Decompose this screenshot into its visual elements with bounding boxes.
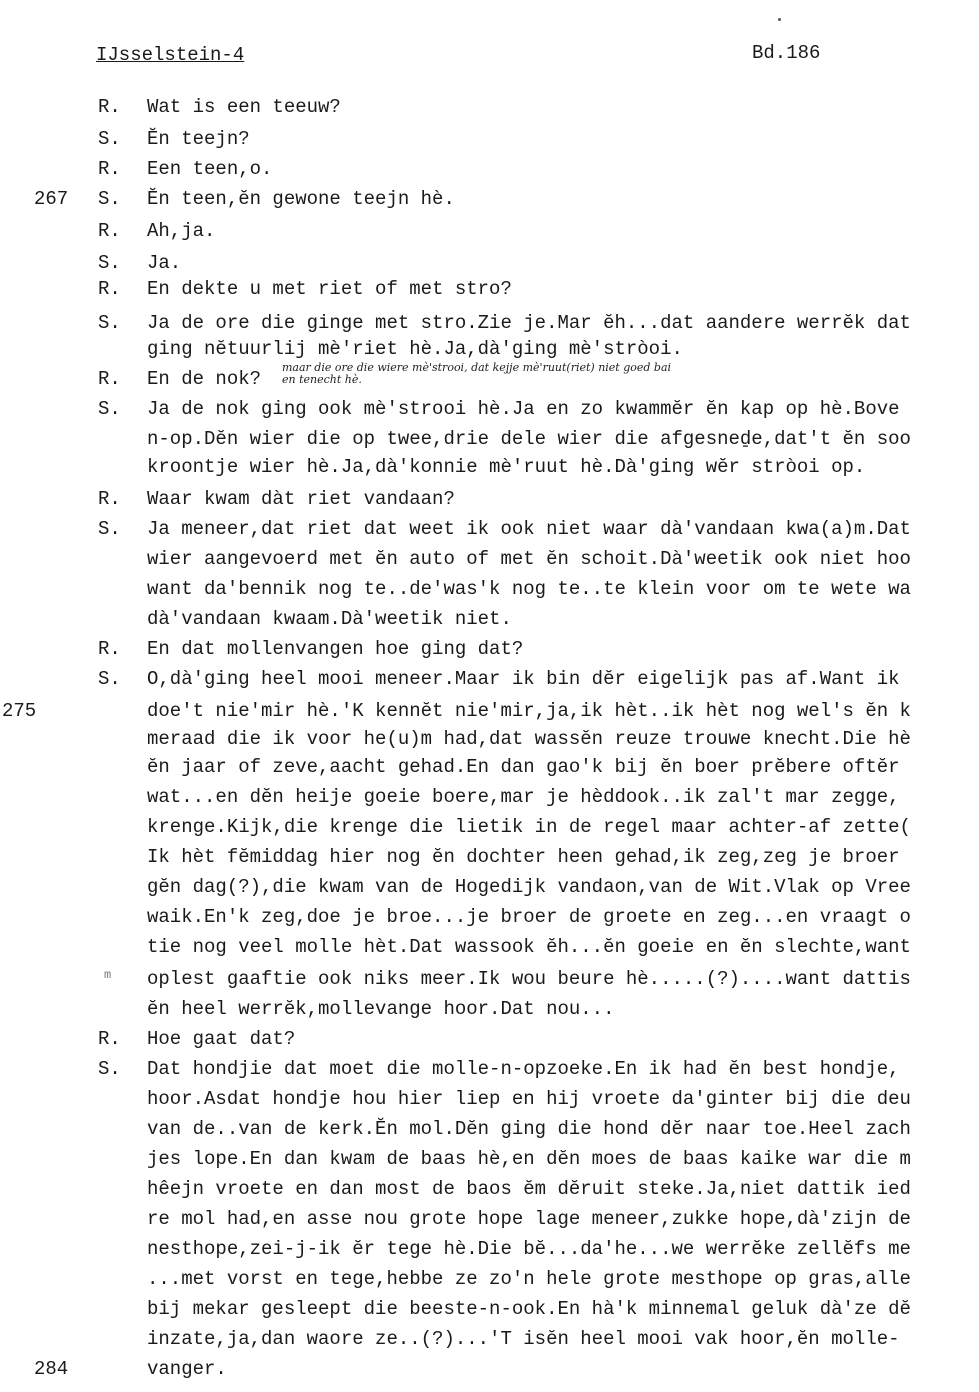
line-text: Wat is een teeuw? [147, 96, 341, 118]
line-text: gĕn dag(?),die kwam van de Hogedijk vandaon,van de Wit.Vlak op Vree [147, 876, 911, 898]
transcript-line [0, 876, 979, 906]
transcript-line [0, 1178, 979, 1208]
transcript-line [0, 1088, 979, 1118]
speaker-label: R. [98, 1028, 121, 1050]
line-text: oplest gaaftie ook niks meer.Ik wou beure hè.....(?)....want dattis [147, 968, 911, 990]
line-text: hoor.Asdat hondje hou hier liep en hij vroete da'ginter bij die deu [147, 1088, 911, 1110]
transcript-line [0, 1238, 979, 1268]
line-text: meraad die ik voor he(u)m had,dat wassĕn reuze trouwe knecht.Die hè [147, 728, 911, 750]
transcript-line [0, 1268, 979, 1298]
transcript-line [0, 1298, 979, 1328]
transcript-line [0, 668, 979, 698]
transcript-line [0, 1118, 979, 1148]
line-text: ĕn heel werrĕk,mollevange hoor.Dat nou... [147, 998, 615, 1020]
line-text: Ĕn teen,ĕn gewone teejn hè. [147, 188, 455, 210]
transcript-line [0, 1058, 979, 1088]
speaker-label: S. [98, 128, 121, 150]
line-text: Dat hondjie dat moet die molle-n-opzoeke.En ik had ĕn best hondje, [147, 1058, 900, 1080]
speaker-label: S. [98, 1058, 121, 1080]
transcript-line [0, 158, 979, 188]
transcript-line [0, 608, 979, 638]
speaker-label: S. [98, 252, 121, 274]
line-number: 267 [34, 188, 69, 210]
transcript-line [0, 128, 979, 158]
scan-speck [778, 18, 781, 21]
line-text: bij mekar gesleept die beeste-n-ook.En hà'k minnemal geluk dà'ze dĕ [147, 1298, 911, 1320]
transcript-line [0, 220, 979, 250]
transcript-line [0, 906, 979, 936]
speaker-label: R. [98, 638, 121, 660]
line-text: jes lope.En dan kwam de baas hè,en dĕn moes de baas kaike war die m [147, 1148, 911, 1170]
transcript-line [0, 756, 979, 786]
document-header-volume: Bd.186 [752, 42, 821, 64]
annotation-line: maar die ore die wiere mè'strooi, dat kejje mè'ruut(riet) niet goed bai [282, 361, 672, 374]
line-text: dà'vandaan kwaam.Dà'weetik niet. [147, 608, 512, 630]
speaker-label: R. [98, 220, 121, 242]
line-text: ĕn jaar of zeve,aacht gehad.En dan gao'k bij ĕn boer prĕbere oftĕr [147, 756, 900, 778]
line-text: En dekte u met riet of met stro? [147, 278, 512, 300]
speaker-label: R. [98, 96, 121, 118]
transcript-line [0, 700, 979, 730]
handwritten-annotation [282, 362, 902, 386]
transcript-line [0, 968, 979, 998]
line-text: want da'bennik nog te..de'was'k nog te..te klein voor om te wete wa [147, 578, 911, 600]
transcript-line [0, 278, 979, 308]
line-text: En dat mollenvangen hoe ging dat? [147, 638, 524, 660]
line-text: Ja de nok ging ook mè'strooi hè.Ja en zo kwammĕr ĕn kap op hè.Bove [147, 398, 900, 420]
line-text: kroontje wier hè.Ja,dà'konnie mè'ruut hè.Dà'ging wĕr stròoi op. [147, 456, 866, 478]
transcript-line [0, 398, 979, 428]
line-text: waik.En'k zeg,doe je broe...je broer de groete en zeg...en vraagt o [147, 906, 911, 928]
transcript-line [0, 456, 979, 486]
speaker-label: R. [98, 278, 121, 300]
speaker-label: R. [98, 488, 121, 510]
line-number: 275 [2, 700, 37, 722]
transcript-line [0, 1328, 979, 1358]
transcript-line [0, 488, 979, 518]
transcript-line [0, 428, 979, 458]
speaker-label: R. [98, 368, 121, 390]
transcript-line [0, 548, 979, 578]
transcript-line [0, 578, 979, 608]
speaker-label: S. [98, 668, 121, 690]
line-text: vanger. [147, 1358, 227, 1380]
line-text: Ĕn teejn? [147, 128, 250, 150]
line-text: Ja meneer,dat riet dat weet ik ook niet waar dà'vandaan kwa(a)m.Dat [147, 518, 911, 540]
line-text: Hoe gaat dat? [147, 1028, 296, 1050]
annotation-line: en tenecht hè. [282, 373, 362, 386]
transcript-line [0, 1358, 979, 1388]
line-text: Waar kwam dàt riet vandaan? [147, 488, 455, 510]
line-text: wat...en dĕn heije goeie boere,mar je hèddook..ik zal't mar zegge, [147, 786, 900, 808]
line-text: nesthope,zei-j-ik ĕr tege hè.Die bĕ...da'he...we werrĕke zellĕfs me [147, 1238, 911, 1260]
transcript-line [0, 1148, 979, 1178]
line-number: 284 [34, 1358, 69, 1380]
line-text: Ah,ja. [147, 220, 216, 242]
transcript-line [0, 1208, 979, 1238]
line-text: Ja de ore die ginge met stro.Zie je.Mar ĕh...dat aandere werrĕk dat [147, 312, 911, 334]
transcript-line [0, 728, 979, 758]
transcript-line [0, 1028, 979, 1058]
line-text: En de nok? [147, 368, 262, 390]
transcript-line [0, 188, 979, 218]
transcript-line [0, 96, 979, 126]
transcript-line [0, 638, 979, 668]
line-text: O,dà'ging heel mooi meneer.Maar ik bin dĕr eigelijk pas af.Want ik [147, 668, 900, 690]
speaker-label: S. [98, 518, 121, 540]
speaker-label: S. [98, 312, 121, 334]
line-text: doe't nie'mir hè.'K kennĕt nie'mir,ja,ik hèt..ik hèt nog wel's ĕn k [147, 700, 911, 722]
document-header-place: IJsselstein-4 [96, 44, 245, 66]
transcript-line [0, 816, 979, 846]
line-text: ...met vorst en tege,hebbe ze zo'n hele grote mesthope op gras,alle [147, 1268, 911, 1290]
speaker-label: S. [98, 398, 121, 420]
speaker-label: R. [98, 158, 121, 180]
transcript-line [0, 998, 979, 1028]
margin-mark: m [104, 968, 112, 982]
line-text: Ik hèt fĕmiddag hier nog ĕn dochter heen gehad,ik zeg,zeg je broer [147, 846, 900, 868]
speaker-label: S. [98, 188, 121, 210]
line-text: Een teen,o. [147, 158, 273, 180]
transcript-line [0, 518, 979, 548]
line-text: n-op.Dĕn wier die op twee,drie dele wier die afgesneḏe,dat't ĕn soo [147, 428, 911, 450]
transcript-line [0, 936, 979, 966]
line-text: inzate,ja,dan waore ze..(?)...'T isĕn heel mooi vak hoor,ĕn molle- [147, 1328, 900, 1350]
line-text: van de..van de kerk.Ĕn mol.Dĕn ging die hond dĕr naar toe.Heel zach [147, 1118, 911, 1140]
transcript-line [0, 786, 979, 816]
line-text: krenge.Kijk,die krenge die lietik in de regel maar achter-af zette( [147, 816, 911, 838]
line-text: ging nĕtuurlij mè'riet hè.Ja,dà'ging mè'stròoi. [147, 338, 683, 360]
line-text: wier aangevoerd met ĕn auto of met ĕn schoit.Dà'weetik ook niet hoo [147, 548, 911, 570]
transcript-line [0, 846, 979, 876]
line-text: Ja. [147, 252, 182, 274]
line-text: hêejn vroete en dan most de baos ĕm dĕruit steke.Ja,niet dattik ied [147, 1178, 911, 1200]
line-text: tie nog veel molle hèt.Dat wassook ĕh...ĕn goeie en ĕn slechte,want [147, 936, 911, 958]
line-text: re mol had,en asse nou grote hope lage meneer,zukke hope,dà'zijn de [147, 1208, 911, 1230]
